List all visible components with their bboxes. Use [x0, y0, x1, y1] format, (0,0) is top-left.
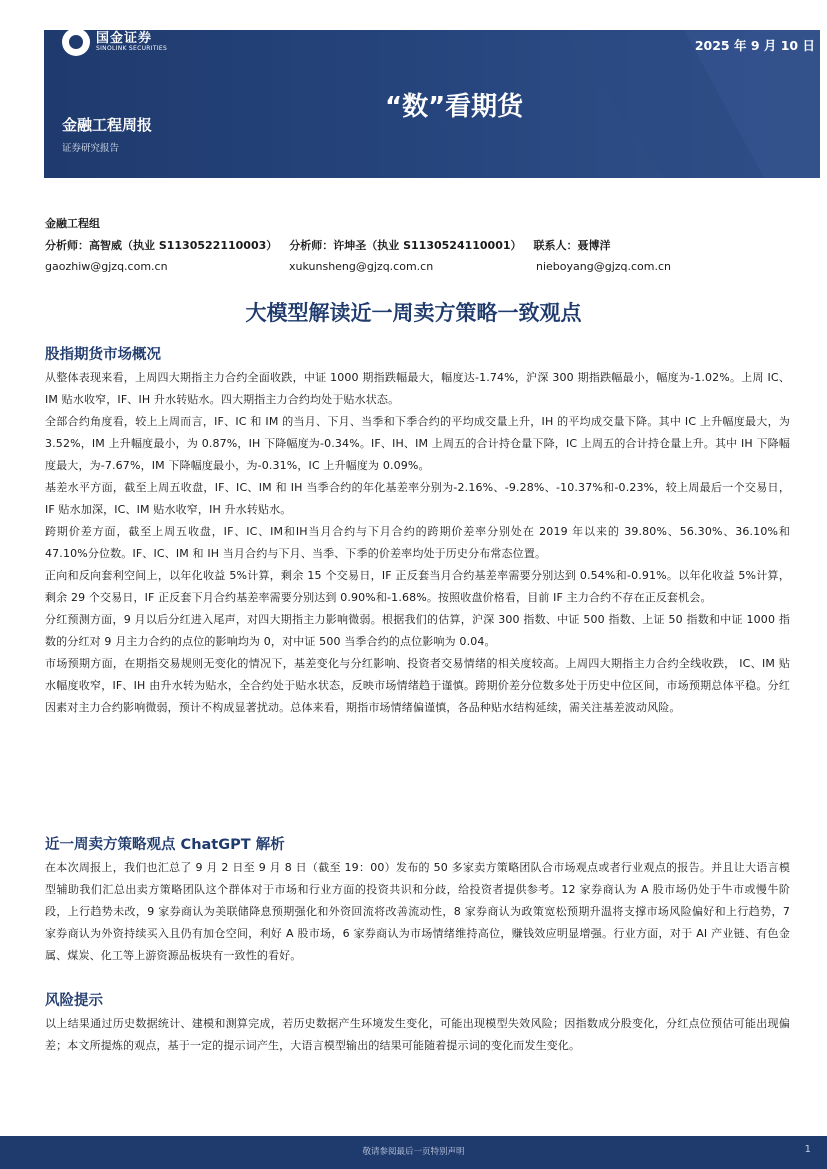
analyst-2: 分析师：许坤圣（执业 S1130524110001）: [289, 239, 522, 252]
paragraph: 以上结果通过历史数据统计、建模和测算完成，若历史数据产生环境发生变化，可能出现模型失效风险；因指数成分股变化，分红点位预估可能出现偏差；本文所提炼的观点，基于一定的提示词产生，大语言模型输出的结果可能随着提示词的变化而发生变化。: [45, 1017, 790, 1052]
paragraph: 基差水平方面，截至上周五收盘，IF、IC、IM 和 IH 当季合约的年化基差率分别为-2.16%、-9.28%、-10.37%和-0.23%，较上周最后一个交易日，IF 贴水加深，IC、IM 贴水收窄，IH 升水转贴水。: [45, 481, 790, 516]
section-chatgpt-analysis: [45, 833, 790, 967]
paragraph: 全部合约角度看，较上上周而言，IF、IC 和 IM 的当月、下月、当季和下季合约的平均成交量上升，IH 的平均成交量下降。其中 IC 上升幅度最大，为 3.52%，IM 上升幅度最小，为 0.87%，IH 下降幅度为-0.34%。IF、IH、IM 上周五的合计持仓量下降，IC 上周五的合计持仓量上升。其中 IH 下降幅度最大，为-7.67%，IM 下降幅度最小，为-0.31%，IC 上升幅度为 0.09%。: [45, 415, 790, 472]
paragraph: 在本次周报上，我们也汇总了 9 月 2 日至 9 月 8 日（截至 19：00）发布的 50 多家卖方策略团队合市场观点或者行业观点的报告。并且让大语言模型辅助我们汇总出卖方策略团队这个群体对于市场和行业方面的投资共识和分歧，给投资者提供参考。12 家券商认为 A 股市场仍处于牛市或慢牛阶段，上行趋势未改，9 家券商认为美联储降息预期强化和外资回流将改善流动性，8 家券商认为政策宽松预期升温将支撑市场风险偏好和上行趋势，7 家券商认为外资持续买入且仍有加仓空间，利好 A 股市场，6 家券商认为市场情绪维持高位，赚钱效应明显增强。行业方面，对于 AI 产业链、有色金属、煤炭、化工等上游资源品板块有一致性的看好。: [45, 861, 790, 962]
report-series: 金融工程周报: [62, 116, 153, 134]
email-3[interactable]: nieboyang@gjzq.com.cn: [536, 260, 672, 273]
logo-name-en: SINOLINK SECURITIES: [96, 44, 168, 52]
paragraph: 正向和反向套利空间上，以年化收益 5%计算，剩余 15 个交易日，IF 正反套当月合约基差率需要分别达到 0.54%和-0.91%。以年化收益 5%计算，剩余 29 个交易日，IF 正反套下月合约基差率需要分别达到 0.90%和-1.68%。按照收盘价格看，目前 IF 主力合约不存在正反套机会。: [45, 569, 790, 604]
paragraph: 跨期价差方面，截至上周五收盘，IF、IC、IM和IH当月合约与下月合约的跨期价差率分别处在 2019 年以来的 39.80%、56.30%、36.10%和 47.10%分位数。IF、IC、IM 和 IH 当月合约与下月、当季、下季的价差率均处于历史分布常态位置。: [45, 525, 790, 560]
report-type: 证券研究报告: [62, 143, 120, 154]
section-risk-warning: [45, 989, 790, 1057]
page-footer: [0, 1136, 827, 1169]
team-name: 金融工程组: [45, 217, 100, 230]
paragraph: 分红预测方面，9 月以后分红进入尾声，对四大期指主力影响微弱。根据我们的估算，沪深 300 指数、中证 500 指数、上证 50 指数和中证 1000 指数的分红对 9 月主力合约的点位的影响均为 0，对中证 500 当季合约的点位影响为 0.04。: [45, 613, 790, 648]
page-number: 1: [804, 1144, 811, 1155]
contact-person: 联系人：聂博洋: [533, 239, 611, 252]
section-heading: 风险提示: [45, 993, 103, 1009]
article-title: 大模型解读近一周卖方策略一致观点: [245, 301, 582, 325]
section-heading: 近一周卖方策略观点 ChatGPT 解析: [45, 837, 285, 853]
company-logo: [62, 28, 167, 56]
report-headline: “数”看期货: [385, 92, 524, 122]
paragraph: 市场预期方面，在期指交易规则无变化的情况下，基差变化与分红影响、投资者交易情绪的相关度较高。上周四大期指主力合约全线收跌， IC、IM 贴水幅度收窄，IF、IH 由升水转为贴水，全合约处于贴水状态，反映市场情绪趋于谨慎。跨期价差分位数多处于历史中位区间，市场预期总体平稳。分红因素对主力合约影响微弱，预计不构成显著扰动。总体来看，期指市场情绪偏谨慎，各品种贴水结构延续，需关注基差波动风险。: [45, 657, 790, 714]
report-date: 2025 年 9 月 10 日: [694, 38, 815, 53]
analyst-line: [45, 237, 623, 253]
section-index-futures: [45, 343, 790, 719]
email-1[interactable]: gaozhiw@gjzq.com.cn: [45, 260, 168, 273]
logo-emblem-icon: [62, 28, 90, 56]
email-2[interactable]: xukunsheng@gjzq.com.cn: [289, 260, 434, 273]
footer-disclaimer: 敬请参阅最后一页特别声明: [362, 1147, 465, 1157]
paragraph: 从整体表现来看，上周四大期指主力合约全面收跌，中证 1000 期指跌幅最大，幅度达-1.74%，沪深 300 期指跌幅最小，幅度为-1.02%。上周 IC、IM 贴水收窄，IF、IH 升水转贴水。四大期指主力合约均处于贴水状态。: [45, 371, 790, 406]
logo-name-cn: 国金证券: [96, 30, 153, 46]
analyst-1: 分析师：高智威（执业 S1130522110003）: [45, 239, 278, 252]
section-heading: 股指期货市场概况: [45, 347, 161, 363]
